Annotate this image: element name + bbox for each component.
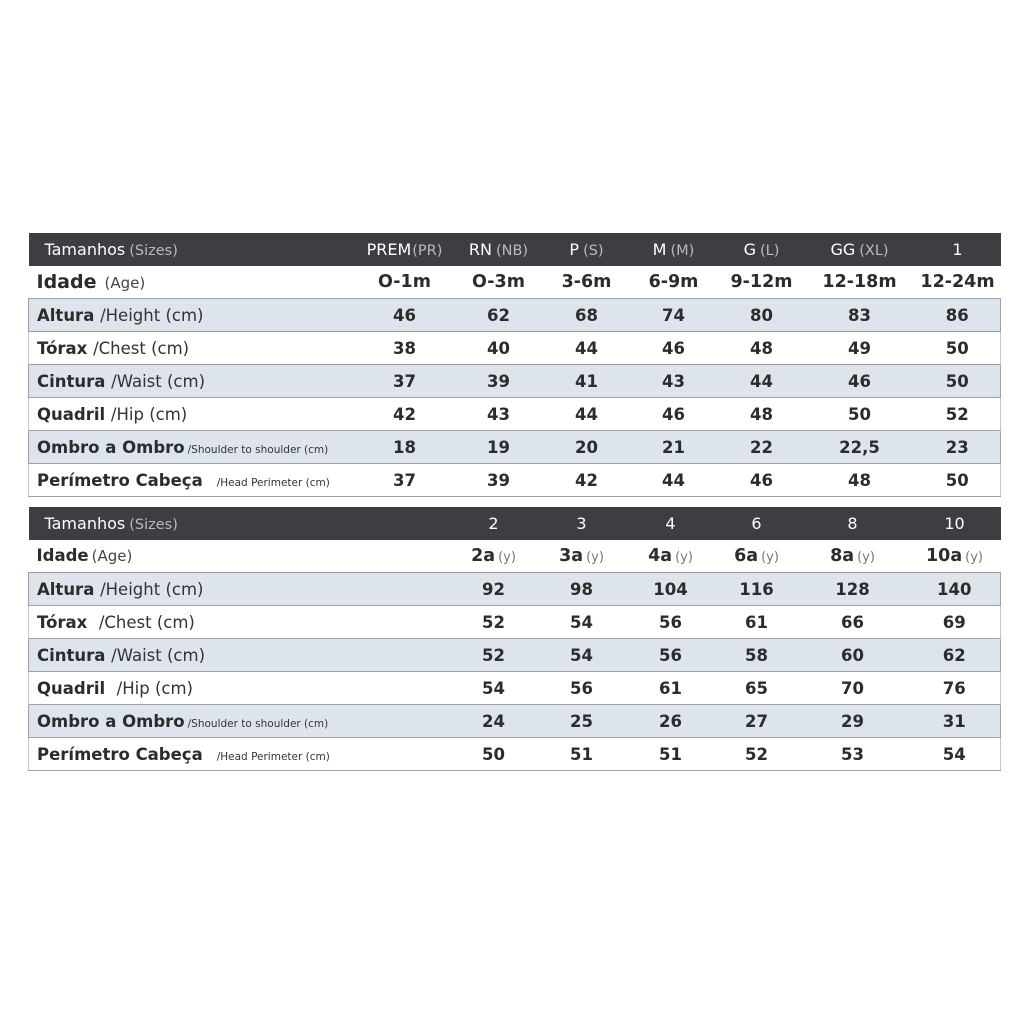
header-label-sub: (Sizes) [129,243,178,259]
age-value-main: 3a [559,546,584,566]
cell-value: 52 [482,612,505,632]
cell-value: 58 [717,639,797,672]
row-label [29,332,357,365]
cell-value: 116 [717,573,797,606]
age-row [29,540,1001,573]
cell-value: 22 [719,431,805,464]
cell-value: 25 [539,705,625,738]
age-label-sub: (Age) [91,547,133,565]
row-label [29,738,449,771]
row-label [29,672,449,705]
row-label-sub: /Waist (cm) [111,371,206,391]
row-label [29,398,357,431]
cell-value: 37 [357,464,453,497]
waist-row [29,639,1001,672]
height-row [29,573,1001,606]
size-sub: (M) [670,243,695,259]
cell-value: 50 [915,464,1001,497]
row-label [29,299,357,332]
cell-value: 50 [915,332,1001,365]
size-header: 8 [797,507,909,540]
cell-value: 19 [453,431,545,464]
cell-value: 44 [629,464,719,497]
age-value: O-1m [378,272,431,292]
cell-value: 44 [719,365,805,398]
header-row [29,507,1001,540]
size-header [453,233,545,266]
row-label-sub: /Height (cm) [100,305,204,325]
cell-value: 48 [750,404,773,424]
age-value [625,540,717,573]
cell-value: 52 [915,398,1001,431]
size-sub: (PR) [412,243,443,259]
cell-value: 39 [453,464,545,497]
cell-value: 31 [909,705,1001,738]
row-label-main: Altura [37,579,95,599]
size-main: M [652,240,667,259]
cell-value: 42 [393,404,416,424]
cell-value: 46 [662,404,685,424]
size-chart-kids [28,507,1001,771]
cell-value: 22,5 [805,431,915,464]
cell-value: 61 [659,678,682,698]
row-label [29,464,357,497]
age-value-main: 4a [648,546,673,566]
cell-value: 86 [915,299,1001,332]
cell-value: 48 [805,464,915,497]
cell-value: 46 [805,365,915,398]
cell-value: 92 [449,573,539,606]
cell-value: 74 [629,299,719,332]
cell-value: 62 [453,299,545,332]
cell-value: 62 [909,639,1001,672]
row-label-main: Tórax [37,612,88,632]
age-value-unit: (y) [498,550,516,565]
row-label-sub: /Chest (cm) [98,612,195,632]
header-label-main: Tamanhos [44,240,126,259]
cell-value: 83 [805,299,915,332]
cell-value: 49 [848,338,871,358]
row-label [29,705,449,738]
row-label [29,573,449,606]
age-value-unit: (y) [675,550,693,565]
row-label-main: Ombro a Ombro [37,711,185,731]
cell-value: 54 [909,738,1001,771]
cell-value: 52 [449,639,539,672]
age-value [449,540,539,573]
waist-row [29,365,1001,398]
cell-value: 26 [625,705,717,738]
size-main: RN [468,240,492,259]
age-value: 6-9m [648,272,699,292]
head-row [29,464,1001,497]
cell-value: 70 [841,678,864,698]
cell-value: 54 [539,639,625,672]
chest-row [29,332,1001,365]
size-header [629,233,719,266]
cell-value: 41 [545,365,629,398]
cell-value: 61 [745,612,768,632]
cell-value: 21 [629,431,719,464]
cell-value: 54 [482,678,505,698]
age-label-sub: (Age) [104,274,146,292]
age-value-main: 6a [734,546,759,566]
age-value [909,540,1001,573]
cell-value: 104 [625,573,717,606]
cell-value: 18 [357,431,453,464]
cell-value: 37 [357,365,453,398]
cell-value: 46 [662,338,685,358]
size-main: P [569,240,580,259]
size-sub: (L) [760,243,780,259]
cell-value: 50 [848,404,871,424]
cell-value: 68 [545,299,629,332]
age-value-unit: (y) [857,550,875,565]
shoulder-row [29,431,1001,464]
cell-value: 39 [453,365,545,398]
age-label [29,266,357,299]
cell-value: 50 [915,365,1001,398]
age-value: 12-18m [822,272,897,292]
cell-value: 23 [915,431,1001,464]
age-value [797,540,909,573]
cell-value: 29 [797,705,909,738]
height-row [29,299,1001,332]
row-label-sub: /Head Perimeter (cm) [216,750,330,763]
row-label-sub: /Height (cm) [100,579,204,599]
size-header [357,233,453,266]
cell-value: 80 [719,299,805,332]
size-sub: (S) [583,243,604,259]
age-label-main: Idade [36,271,97,293]
row-label-sub: /Chest (cm) [93,338,190,358]
size-sub: (XL) [859,243,889,259]
head-row [29,738,1001,771]
size-header [805,233,915,266]
size-header [719,233,805,266]
age-value: O-3m [472,272,525,292]
age-value-main: 10a [925,546,963,566]
size-header [545,233,629,266]
cell-value: 56 [625,639,717,672]
cell-value: 42 [545,464,629,497]
cell-value: 66 [841,612,864,632]
age-label [29,540,449,573]
cell-value: 27 [717,705,797,738]
row-label-main: Perímetro Cabeça [37,744,203,764]
header-label [29,507,449,540]
cell-value: 43 [487,404,510,424]
cell-value: 43 [629,365,719,398]
row-label [29,365,357,398]
age-value [717,540,797,573]
cell-value: 53 [797,738,909,771]
cell-value: 128 [797,573,909,606]
cell-value: 46 [719,464,805,497]
size-main: 1 [952,240,963,259]
cell-value: 46 [357,299,453,332]
age-value-unit: (y) [586,550,604,565]
cell-value: 51 [539,738,625,771]
row-label [29,606,449,639]
chest-row [29,606,1001,639]
cell-value: 40 [487,338,510,358]
cell-value: 24 [449,705,539,738]
size-header [915,233,1001,266]
row-label-main: Ombro a Ombro [37,437,185,457]
row-label-sub: /Shoulder to shoulder (cm) [187,717,329,730]
row-label-main: Altura [37,305,95,325]
age-row [29,266,1001,299]
age-value-main: 8a [830,546,855,566]
header-label-sub: (Sizes) [129,517,178,533]
row-label-main: Cintura [37,371,106,391]
header-label-main: Tamanhos [44,514,126,533]
row-label-sub: /Shoulder to shoulder (cm) [187,443,329,456]
cell-value: 20 [545,431,629,464]
size-header: 4 [625,507,717,540]
row-label [29,639,449,672]
row-label-main: Cintura [37,645,106,665]
hip-row [29,672,1001,705]
shoulder-row [29,705,1001,738]
cell-value: 38 [393,338,416,358]
age-value: 12-24m [920,272,995,292]
row-label-main: Quadril [37,404,106,424]
cell-value: 76 [909,672,1001,705]
size-header: 2 [449,507,539,540]
cell-value: 50 [449,738,539,771]
row-label-main: Tórax [37,338,88,358]
hip-row [29,398,1001,431]
size-main: GG [830,240,856,259]
age-label-main: Idade [36,546,89,565]
age-value: 3-6m [561,272,612,292]
size-main: PREM [366,240,412,259]
cell-value: 56 [659,612,682,632]
cell-value: 51 [625,738,717,771]
size-header: 10 [909,507,1001,540]
size-header: 3 [539,507,625,540]
age-value: 9-12m [730,272,793,292]
size-header: 6 [717,507,797,540]
row-label-main: Quadril [37,678,106,698]
row-label-sub: /Hip (cm) [110,404,188,424]
row-label-sub: /Hip (cm) [116,678,193,698]
cell-value: 56 [570,678,593,698]
age-value [539,540,625,573]
cell-value: 48 [750,338,773,358]
size-main: G [743,240,756,259]
cell-value: 65 [745,678,768,698]
cell-value: 44 [575,404,598,424]
header-label [29,233,357,266]
cell-value: 69 [909,606,1001,639]
row-label-sub: /Head Perimeter (cm) [216,476,330,489]
cell-value: 44 [575,338,598,358]
row-label-sub: /Waist (cm) [111,645,206,665]
age-value-main: 2a [471,546,496,566]
row-label-main: Perímetro Cabeça [37,470,203,490]
cell-value: 52 [717,738,797,771]
age-value-unit: (y) [761,550,779,565]
row-label [29,431,357,464]
header-row [29,233,1001,266]
cell-value: 60 [797,639,909,672]
size-sub: (NB) [495,243,529,259]
cell-value: 54 [570,612,593,632]
age-value-unit: (y) [965,550,983,565]
cell-value: 98 [539,573,625,606]
cell-value: 140 [909,573,1001,606]
size-chart-infant [28,233,1001,497]
